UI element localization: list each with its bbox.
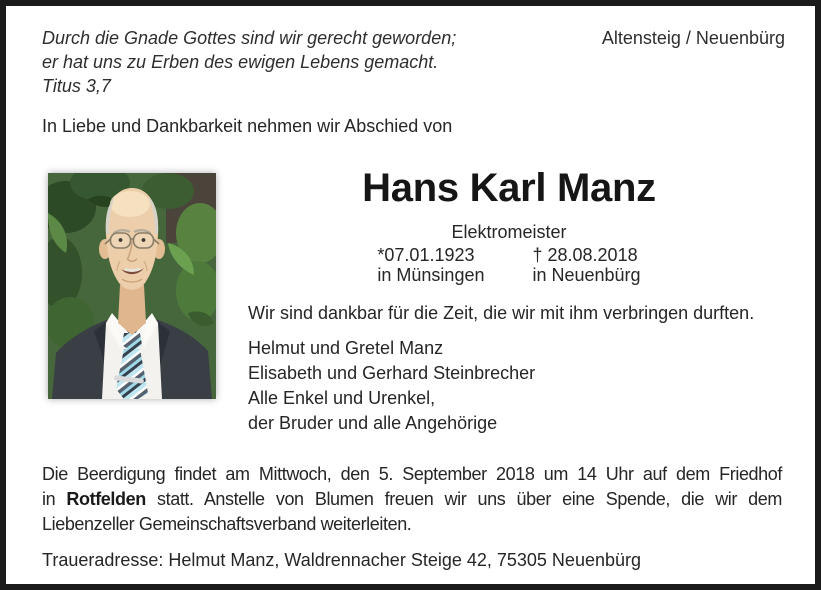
quote-reference: Titus 3,7	[42, 76, 111, 96]
location-line: Altensteig / Neuenbürg	[601, 28, 785, 48]
portrait-illustration	[48, 173, 216, 399]
mourner-line: Alle Enkel und Urenkel,	[248, 388, 436, 408]
right-eye	[142, 238, 146, 242]
quote-line-2: er hat uns zu Erben des ewigen Lebens gemacht.	[42, 52, 439, 72]
thanks-line: Wir sind dankbar für die Zeit, die wir mit ihm verbringen durften.	[248, 303, 755, 323]
deceased-name: Hans Karl Manz	[362, 166, 656, 210]
mourner-line: Helmut und Gretel Manz	[248, 338, 444, 358]
life-dates	[226, 245, 792, 285]
death-place: in Neuenbürg	[532, 265, 641, 285]
funeral-location-bold: Rotfelden	[66, 489, 146, 509]
funeral-line-2-prefix: in	[42, 489, 67, 509]
mourner-line: Elisabeth und Gerhard Steinbrecher	[248, 363, 536, 383]
left-eye	[119, 238, 123, 242]
quote-line-1: Durch die Gnade Gottes sind wir gerecht geworden;	[42, 28, 457, 48]
death-date: † 28.08.2018	[532, 245, 638, 265]
funeral-line-1: Die Beerdigung findet am Mittwoch, den 5. September 2018 um 14 Uhr auf dem Friedhof	[42, 464, 782, 484]
deceased-block	[226, 166, 792, 285]
portrait-photo	[48, 173, 216, 399]
mourners-list	[248, 336, 535, 436]
funeral-paragraph	[42, 462, 782, 537]
deceased-profession: Elektromeister	[451, 222, 567, 242]
funeral-line-2-rest: statt. Anstelle von Blumen freuen wir uns über eine Spende, die wir dem	[145, 489, 782, 509]
death-column	[532, 245, 640, 285]
bible-quote	[42, 26, 456, 98]
birth-column	[377, 245, 484, 285]
birth-date: *07.01.1923	[377, 245, 475, 265]
mourning-address: Traueradresse: Helmut Manz, Waldrennacher Steige 42, 75305 Neuenbürg	[42, 550, 642, 570]
funeral-line-2	[42, 487, 782, 512]
intro-line: In Liebe und Dankbarkeit nehmen wir Abschied von	[42, 116, 453, 136]
mourner-line: der Bruder und alle Angehörige	[248, 413, 498, 433]
funeral-line-3: Liebenzeller Gemeinschaftsverband weiterleiten.	[42, 514, 412, 534]
birth-place: in Münsingen	[377, 265, 485, 285]
